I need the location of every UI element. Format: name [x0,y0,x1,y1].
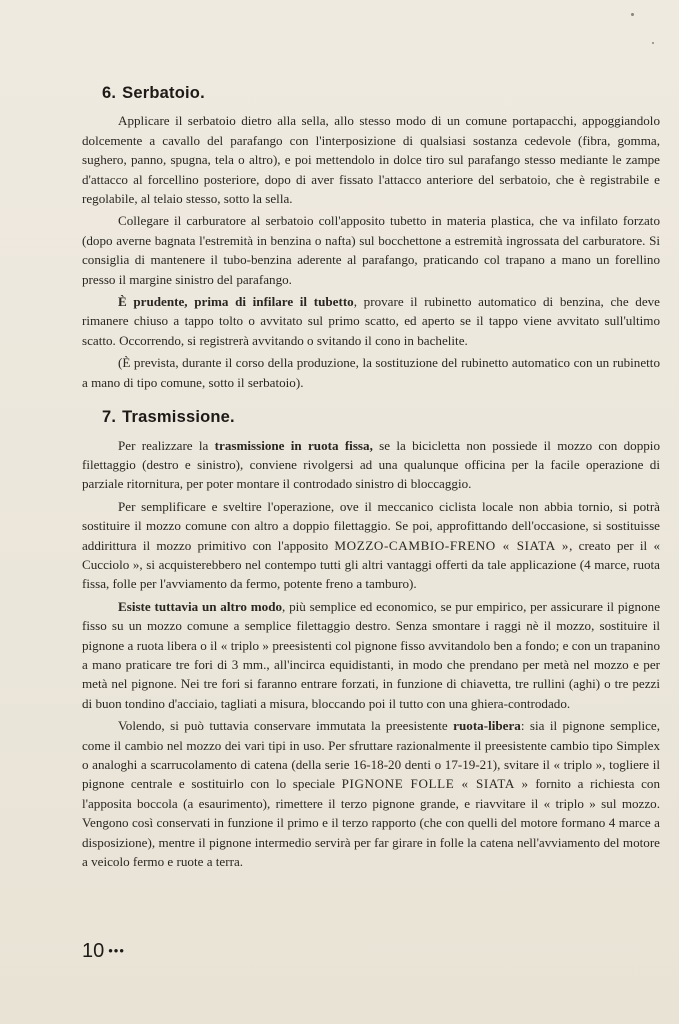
paragraph-text: fornito a richiesta con l'apposita boccola (a esaurimento), rimettere il terzo pignone grande, e riavvitare il « triplo » sul mozzo. Vengono così conservati in funzione il primo e il terzo rapporto (che con quelli del motore formano 4 marce a disposizione), mentre il pignone intermedio servirà per far girare in folle la catena nell'avviamento del motore a veicolo fermo e ruote a terra. [82,776,660,870]
section-6-title: Serbatoio. [122,84,205,102]
paragraph [82,716,660,871]
paragraph-text: : sia il pignone semplice, come il cambio nel mozzo dei vari tipi in uso. Per sfruttare razionalmente il preesistente cambio tipo Simplex o analoghi a scarrucolamento di catena (della serie 16-18-20 denti o 17-19-21), svitare il « triplo », togliere il pignone centrale e sostituirlo con lo speciale [82,718,660,792]
section-6-number: 6. [102,84,117,102]
page-number-value: 10 [82,940,105,962]
section-7-title: Trasmissione. [122,408,235,427]
paragraph-text: , più semplice ed economico, se pur empirico, per assicurare il pignone fisso su un mozzo comune a semplice filettaggio destro. Senza smontare i raggi nè il mozzo, sostituire il pignone a ruota libera o il « triplo » preesistenti col pignone fisso avvitandolo ben a fondo; e con un trapanino a mano praticare tre fori di 3 mm., all'incirca equidistanti, in modo che prendano per metà nel mozzo e per metà nel pignone. Nei tre fori si faranno entrare forzati, in funzione di chiavetta, tre rullini (aghi) o tre pezzi di buon tondino d'acciaio, tagliati a misura, bloccando poi il tutto con una ghiera-controdado. [82,598,661,711]
bold-phrase: Esiste tuttavia un altro modo [118,598,283,614]
bold-phrase: trasmissione in ruota fissa, [214,437,373,453]
paragraph-text: se la bicicletta non possiede il mozzo con doppio filettaggio (destro e sinistro), conviene rivolgersi ad una qualunque officina per la facile operazione di parziale ritornitura, per poter montare il controdado sinistro di bloccaggio. [82,437,660,492]
paragraph-text: , creato per il « Cucciolo », si acquisterebbero nel contempo tutti gli altri vantaggi offerti da tale applicazione (4 marce, ruota fissa, folle per l'avviamento da fermo, potente freno a tamburo). [82,537,661,592]
paragraph [82,292,660,350]
paragraph: Collegare il carburatore al serbatoio coll'apposito tubetto in materia plastica, che va infilato forzato (dopo averne bagnata l'estremità in benzina o nafta) sul bocchettone a estremità ingrossata del carburatore. Si consiglia di mantenere il tubo-benzina aderente al parafango, praticando col trapano a mano un forellino presso il margine sinistro del parafango. [82,213,660,287]
bold-phrase: ruota-libera [453,718,521,734]
page-number [82,940,125,963]
paragraph [82,497,660,594]
paragraph-text: Volendo, si può tuttavia conservare immutata la preesistente [118,718,454,734]
paragraph-text: , provare il rubinetto automatico di benzina, che deve rimanere chiuso a tappo tolto o avvitato sul primo scatto, ed aperto se il tappo viene avvitato sull'ultimo scatto. Occorrendo, si registrerà avvitando o svitando il cono in bachelite. [82,294,660,348]
section-6-heading [102,84,660,103]
paragraph: Applicare il serbatoio dietro alla sella, allo stesso modo di un comune portapacchi, appoggiandolo dolcemente a cavallo del parafango con l'interposizione di qualsiasi sostanza cedevole (fibra, gomma, sughero, panno, spugna, tela o altro), e poi mettendolo in dolce tiro sul parafango stesso mediante le zampe d'attacco al forcellino posteriore, dopo di aver fissato l'attacco anteriore del serbatoio, che è registrabile e regolabile, al telaio stesso, sotto la sella. [82,113,660,207]
page-body [82,84,660,871]
bold-phrase: È prudente, prima di infilare il tubetto [118,294,354,310]
paragraph: (È prevista, durante il corso della produzione, la sostituzione del rubinetto automatico con un rubinetto a mano di tipo comune, sotto il serbatoio). [82,355,660,390]
section-7-number: 7. [102,408,117,427]
product-name: MOZZO-CAMBIO-FRENO « SIATA » [334,537,570,553]
paper-speck [631,13,634,16]
paragraph-text: Per realizzare la [118,437,215,453]
product-name: PIGNONE FOLLE « SIATA » [341,776,529,792]
paragraph [82,597,660,713]
paper-speck [652,42,654,44]
section-7-heading [102,408,660,427]
paragraph-text: Per semplificare e sveltire l'operazione, ove il meccanico ciclista locale non abbia tornio, si potrà sostituire il mozzo comune con altro a doppio filettaggio. Se poi, approfittando dell'occasione, si sostituisse addirittura il mozzo primitivo con l'apposito [82,498,660,553]
paragraph [82,436,660,494]
page-number-dots: ••• [108,943,125,958]
